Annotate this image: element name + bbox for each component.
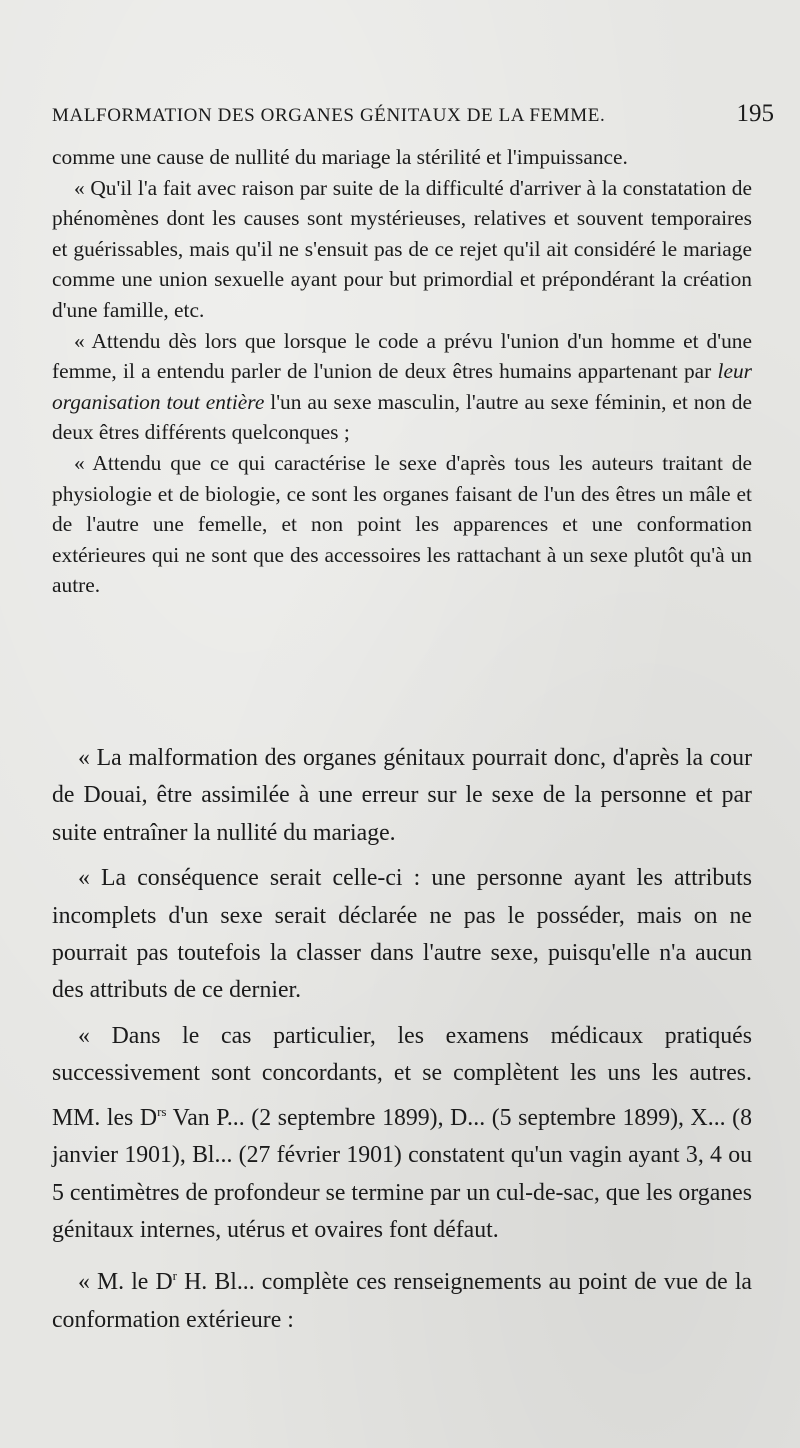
italic-phrase: leur organisation tout entière [52,359,752,414]
running-title: MALFORMATION DES ORGANES GÉNITAUX DE LA FEMME. [52,105,606,126]
paragraph-continuation: comme une cause de nullité du mariage la stérilité et l'impuissance. [52,145,628,169]
body-text-large [52,740,752,1339]
paragraph-quote-2: « Attendu dès lors que lorsque le code a prévu l'union d'un homme et d'une femme, il a entendu parler de l'union de deux êtres humains appartenant par leur organisation tout entière l'un au sexe masculin, l'autre au sexe féminin, et non de deux êtres différents quelconques ; [52,328,752,445]
paragraph-consequence: « La conséquence serait celle-ci : une personne ayant les attributs incomplets d'un sexe serait déclarée ne pas le posséder, mais on ne pourrait pas toutefois la classer dans l'autre sexe, puisqu'elle n'a aucun des attributs de ce dernier. [52,865,752,1004]
paragraph-malformation: « La malformation des organes génitaux pourrait donc, d'après la cour de Douai, être assimilée à une erreur sur le sexe de la personne et par suite entraîner la nullité du mariage. [52,745,752,846]
paragraph-quote-3: « Attendu que ce qui caractérise le sexe d'après tous les auteurs traitant de physiologie et de biologie, ce sont les organes faisant de l'un des êtres un mâle et de l'autre une femelle, et non point les apparences et une conformation extérieures qui ne sont que des accessoires les rattachant à un sexe plutôt qu'à un autre. [52,450,752,598]
page-header [52,100,774,128]
paragraph-medical-exams: « Dans le cas particulier, les examens médicaux pratiqués successivement sont concordants, et se complètent les uns les autres. MM. les $D^{rs}$ Van P... (2 septembre 1899), D... (5 septembre 1899), X... (8 janvier 1901), Bl... (27 février 1901) constatent qu'un vagin ayant 3, 4 ou 5 centimètres de profondeur se termine par un cul-de-sac, que les organes génitaux internes, utérus et ovaires font défaut. [52,1022,752,1244]
paragraph-quote-1: « Qu'il l'a fait avec raison par suite de la difficulté d'arriver à la constatation de phénomènes dont les causes sont mystérieuses, relatives et souvent temporaires et guérissables, mais qu'il ne s'ensuit pas de ce rejet qu'il ait considéré le mariage comme une union sexuelle ayant pour but primordial et prépondérant la création d'une famille, etc. [52,175,752,322]
paragraph-dr-bl: « M. le $D^r$ H. Bl... complète ces renseignements au point de vue de la conformation extérieure : [52,1268,752,1333]
page-number: 195 [736,100,774,127]
body-text-small [52,142,752,601]
